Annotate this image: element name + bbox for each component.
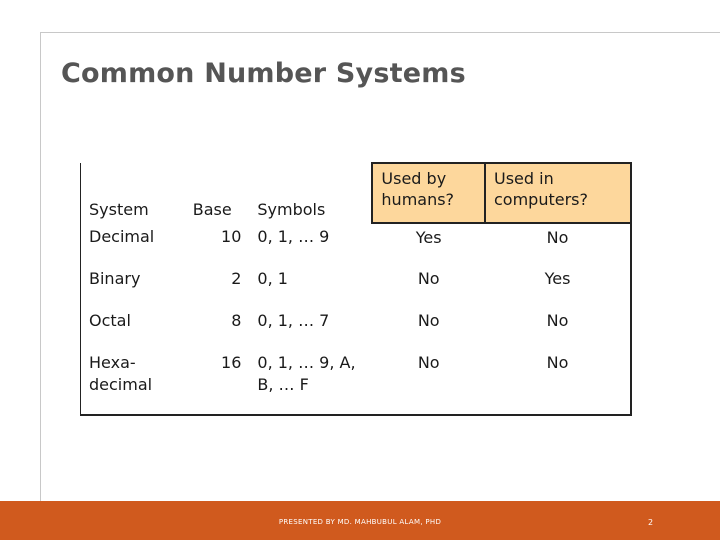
- header-used-in-computers: Used in computers?: [485, 163, 631, 223]
- table-row: [81, 223, 632, 265]
- cell-symbols: 0, 1, … 9: [257, 227, 330, 246]
- cell-used-by-humans: Yes: [415, 228, 442, 247]
- table-row: [81, 307, 632, 349]
- cell-system: Hexa-decimal: [89, 353, 153, 394]
- cell-used-in-computers: Yes: [544, 269, 571, 288]
- table-row: [81, 265, 632, 307]
- cell-base: 8: [231, 311, 242, 330]
- number-systems-table: [80, 162, 632, 416]
- cell-used-in-computers: No: [546, 353, 569, 372]
- cell-used-by-humans: No: [417, 353, 440, 372]
- header-used-by-humans: Used by humans?: [372, 163, 485, 223]
- table-row: [81, 349, 632, 415]
- slide-title: Common Number Systems: [61, 58, 466, 89]
- cell-base: 10: [221, 227, 242, 246]
- cell-symbols: 0, 1, … 9, A, B, … F: [257, 353, 356, 394]
- cell-used-by-humans: No: [417, 269, 440, 288]
- header-base: Base: [192, 200, 232, 219]
- footer-presenter: PRESENTED BY MD. MAHBUBUL ALAM, PHD: [278, 518, 442, 526]
- cell-system: Decimal: [89, 227, 155, 246]
- cell-symbols: 0, 1: [257, 269, 288, 288]
- cell-used-by-humans: No: [417, 311, 440, 330]
- page-number: 2: [648, 518, 654, 527]
- header-symbols: Symbols: [257, 200, 326, 219]
- cell-used-in-computers: No: [546, 311, 569, 330]
- cell-system: Octal: [89, 311, 131, 330]
- cell-base: 2: [231, 269, 242, 288]
- header-system: System: [89, 200, 149, 219]
- cell-system: Binary: [89, 269, 141, 288]
- cell-base: 16: [221, 353, 242, 372]
- cell-symbols: 0, 1, … 7: [257, 311, 330, 330]
- cell-used-in-computers: No: [546, 228, 569, 247]
- table-header-row: [81, 163, 632, 223]
